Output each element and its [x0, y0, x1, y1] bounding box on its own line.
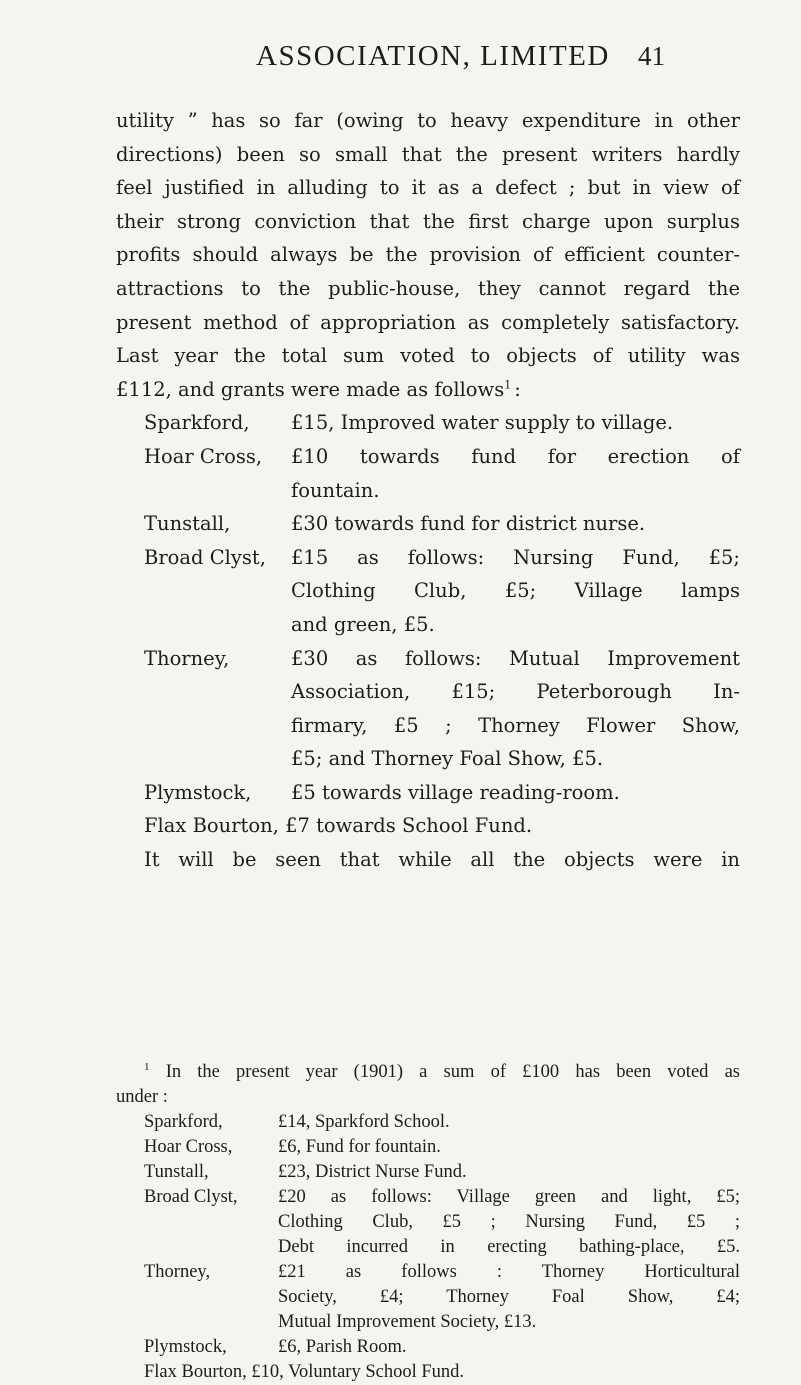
text-line: feel justified in alluding to it as a defect ; but in view of: [116, 176, 740, 200]
closing-paragraph: [116, 809, 740, 876]
text-line: Mutual Improvement Society, £13.: [278, 1312, 537, 1332]
footnote-grant-entry: [144, 1335, 740, 1360]
text-line: £30 as follows: Mutual Improvement: [291, 646, 740, 670]
text-line: Association, £15; Peterborough In-: [291, 680, 740, 704]
text-line: their strong conviction that the first charge upon surplus: [116, 209, 740, 233]
text-line: Flax Bourton, £10, Voluntary School Fund.: [144, 1362, 465, 1382]
text-line: profits should always be the provision of efficient counter-: [116, 243, 740, 267]
text-fragment: :: [514, 377, 521, 401]
grant-entry: [144, 406, 740, 440]
text-line: Flax Bourton, £7 towards School Fund.: [144, 814, 533, 838]
footnote-grant-entry: [144, 1260, 740, 1335]
page-number: 41: [638, 41, 665, 71]
footnote: [116, 1060, 740, 1385]
grant-description: [278, 1135, 740, 1160]
text-line: £14, Sparkford School.: [278, 1112, 450, 1132]
footnote-grant-entry: [144, 1135, 740, 1160]
grant-description: [278, 1260, 740, 1335]
text-line: £15, Improved water supply to village.: [291, 411, 674, 435]
text-line: directions) been so small that the present writers hardly: [116, 142, 740, 166]
text-line: fountain.: [291, 478, 380, 502]
intro-paragraph: [116, 104, 740, 406]
main-text: [116, 104, 740, 877]
grant-place: Thorney,: [144, 1262, 211, 1282]
text-line: firmary, £5 ; Thorney Flower Show,: [291, 713, 740, 737]
footnote-grants-list: [144, 1110, 740, 1385]
footnote-reference: 1: [504, 378, 512, 392]
grant-place: Broad Clyst,: [144, 545, 266, 569]
grant-place: Plymstock,: [144, 1337, 227, 1357]
footnote-grant-entry: [144, 1360, 740, 1385]
grant-description: [291, 507, 740, 541]
text-line: £23, District Nurse Fund.: [278, 1162, 467, 1182]
grant-description: [278, 1160, 740, 1185]
grant-description: [291, 440, 740, 507]
grant-entry: [144, 541, 740, 642]
text-line: £30 towards fund for district nurse.: [291, 512, 646, 536]
grant-description: [291, 776, 740, 810]
footnote-grant-entry: [144, 1160, 740, 1185]
grant-place: Sparkford,: [144, 411, 250, 435]
footnote-marker: 1: [144, 1060, 150, 1073]
grant-description: [278, 1335, 740, 1360]
grant-entry: [144, 776, 740, 810]
footnote-grant-entry: [144, 1185, 740, 1260]
text-fragment: £112, and grants were made as follows: [116, 377, 505, 401]
footnote-line: [116, 1060, 740, 1085]
text-line: £20 as follows: Village green and light, £5;: [278, 1187, 740, 1207]
grant-description: [291, 642, 740, 776]
grant-place: Tunstall,: [144, 512, 231, 536]
grant-entry: [144, 642, 740, 776]
text-line: £21 as follows : Thorney Horticultural: [278, 1262, 740, 1282]
grant-description: [278, 1185, 740, 1260]
text-line: Clothing Club, £5; Village lamps: [291, 579, 740, 603]
text-line: £6, Fund for fountain.: [278, 1137, 441, 1157]
text-line: and green, £5.: [291, 612, 435, 636]
grant-place: Sparkford,: [144, 1112, 223, 1132]
grant-place: Broad Clyst,: [144, 1187, 238, 1207]
text-fragment: In the present year (1901) a sum of £100 has been voted as: [165, 1062, 740, 1082]
grant-description: [291, 541, 740, 642]
text-line: present method of appropriation as completely satisfactory.: [116, 310, 740, 334]
grant-entry: [144, 440, 740, 507]
text-line: £10 towards fund for erection of: [291, 444, 740, 468]
grant-description: [278, 1110, 740, 1135]
text-line: Debt incurred in erecting bathing-place, £5.: [278, 1237, 740, 1257]
footnote-grant-entry: [144, 1110, 740, 1135]
text-line: attractions to the public-house, they cannot regard the: [116, 276, 740, 300]
footnote-line: under :: [116, 1087, 168, 1107]
grant-place: Plymstock,: [144, 780, 252, 804]
text-line: Clothing Club, £5 ; Nursing Fund, £5 ;: [278, 1212, 740, 1232]
grant-place: Thorney,: [144, 646, 230, 670]
grant-place: Tunstall,: [144, 1162, 209, 1182]
text-line: £15 as follows: Nursing Fund, £5;: [291, 545, 740, 569]
grants-list: [144, 406, 740, 809]
text-line: utility ” has so far (owing to heavy expenditure in other: [116, 109, 740, 132]
grant-entry: [144, 507, 740, 541]
grant-description: [291, 406, 740, 440]
text-line: It will be seen that while all the objects were in: [144, 848, 740, 872]
text-line: Last year the total sum voted to objects of utility was: [116, 344, 740, 368]
running-head: ASSOCIATION, LIMITED: [256, 40, 610, 72]
text-line: £5 towards village reading-room.: [291, 780, 620, 804]
text-line: £5; and Thorney Foal Show, £5.: [291, 747, 604, 771]
grant-place: Hoar Cross,: [144, 1137, 233, 1157]
text-line: £6, Parish Room.: [278, 1337, 407, 1357]
text-line: [116, 373, 740, 407]
grant-place: Hoar Cross,: [144, 444, 263, 468]
page-header: [0, 40, 801, 80]
text-line: Society, £4; Thorney Foal Show, £4;: [278, 1287, 740, 1307]
